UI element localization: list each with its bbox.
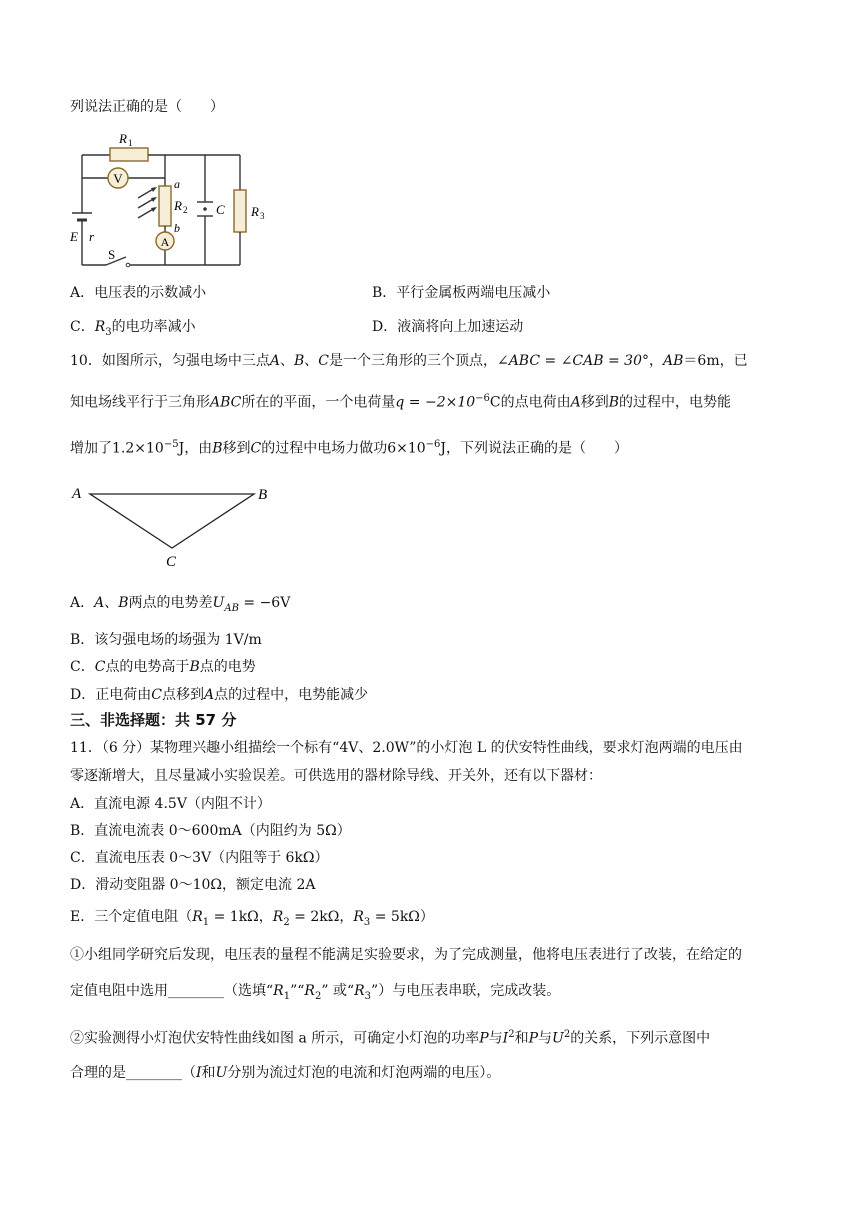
q11-option-e: E．三个定值电阻（$R_1 = 1k\Omega$，$R_2 = 2k\Omega$，$R_3 = 5k\Omega$） bbox=[70, 909, 434, 928]
q10-stem-line2: 知电场线平行于三角形ABC所在的平面，一个电荷量$q = -2\times 10^{-6}C$的点电荷由A移到B的过程中，电势能 bbox=[70, 393, 732, 411]
rheostat-r2 bbox=[159, 186, 171, 226]
q11-part2-line2: 合理的是________（I和U分别为流过灯泡的电流和灯泡两端的电压）。 bbox=[70, 1065, 501, 1081]
r2-sub: 2 bbox=[183, 205, 188, 215]
e-label: E bbox=[70, 229, 78, 244]
q11-part1-line1: ①小组同学研究后发现，电压表的量程不能满足实验要求，为了完成测量，他将电压表进行了改装，在给定的 bbox=[70, 947, 742, 963]
vertex-a-label: A bbox=[72, 486, 82, 502]
triangle-abc bbox=[90, 494, 254, 548]
q11-option-b: B．直流电流表 0～600mA（内阻约为 5Ω） bbox=[70, 823, 351, 839]
q11-part1-line2: 定值电阻中选用________（选填“$R_1”“R_2$” 或“$R_3$”）与电压表串联，完成改装。 bbox=[70, 983, 561, 1002]
q11-stem-line2: 零逐渐增大，且尽量减小实验误差。可供选用的器材除导线、开关外，还有以下器材： bbox=[70, 768, 602, 784]
r1-sub: 1 bbox=[128, 138, 133, 148]
q10-option-a: A．A、B两点的电势差$U_{AB} = -6V$ bbox=[70, 595, 291, 614]
q9-stem-tail: 列说法正确的是（ ） bbox=[70, 99, 224, 115]
r3-label: R bbox=[251, 204, 259, 219]
r-label: r bbox=[89, 229, 95, 244]
q9-option-c: C．$R_3$的电功率减小 bbox=[70, 319, 196, 338]
q9-option-a: A．电压表的示数减小 bbox=[70, 285, 207, 301]
resistor-r1 bbox=[110, 148, 148, 161]
vertex-b-label: B bbox=[258, 487, 268, 503]
q11-stem-line1: 11．（6 分）某物理兴趣小组描绘一个标有“4V、2.0W”的小灯泡 L 的伏安特性曲线，要求灯泡两端的电压由 bbox=[70, 740, 743, 756]
q9-option-d: D．液滴将向上加速运动 bbox=[372, 319, 524, 335]
section-heading: 三、非选择题：共 57 分 bbox=[70, 711, 237, 729]
vertex-c-label: C bbox=[166, 554, 177, 570]
q11-option-c: C．直流电压表 0～3V（内阻等于 6kΩ） bbox=[70, 850, 329, 866]
b-label: b bbox=[174, 221, 180, 235]
triangle-diagram bbox=[70, 480, 280, 575]
r2-label: R bbox=[174, 198, 182, 213]
q11-option-a: A．直流电源 4.5V（内阻不计） bbox=[70, 796, 271, 812]
q10-option-b: B．该匀强电场的场强为 1V/m bbox=[70, 632, 262, 648]
q9-option-b: B．平行金属板两端电压减小 bbox=[372, 285, 551, 301]
q10-stem-line3: 增加了$1.2\times 10^{-5}J$，由B移到C的过程中电场力做功$6\times 10^{-6}J$，下列说法正确的是（ ） bbox=[70, 439, 629, 457]
s-label: S bbox=[108, 247, 116, 262]
a-label: a bbox=[174, 177, 180, 191]
q10-option-c: C．C点的电势高于B点的电势 bbox=[70, 659, 256, 675]
resistor-r3 bbox=[234, 190, 246, 232]
q11-option-d: D．滑动变阻器 0～10Ω，额定电流 2A bbox=[70, 877, 316, 893]
r3-sub: 3 bbox=[260, 211, 265, 221]
q11-part2-line1: ②实验测得小灯泡伏安特性曲线如图 a 所示，可确定小灯泡的功率P与$I^2$和P与$U^2$的关系，下列示意图中 bbox=[70, 1029, 711, 1047]
voltmeter-label: V bbox=[113, 171, 123, 186]
q10-option-d: D．正电荷由C点移到A点的过程中，电势能减少 bbox=[70, 687, 369, 703]
r1-label: R bbox=[119, 131, 127, 146]
circuit-diagram bbox=[70, 128, 280, 273]
c-label: C bbox=[216, 202, 225, 217]
ammeter-label: A bbox=[160, 235, 170, 249]
q10-stem-line1: 10．如图所示，匀强电场中三点A、B、C是一个三角形的三个顶点，∠ABC = ∠CAB = 30°，AB＝6m，已 bbox=[70, 353, 748, 369]
